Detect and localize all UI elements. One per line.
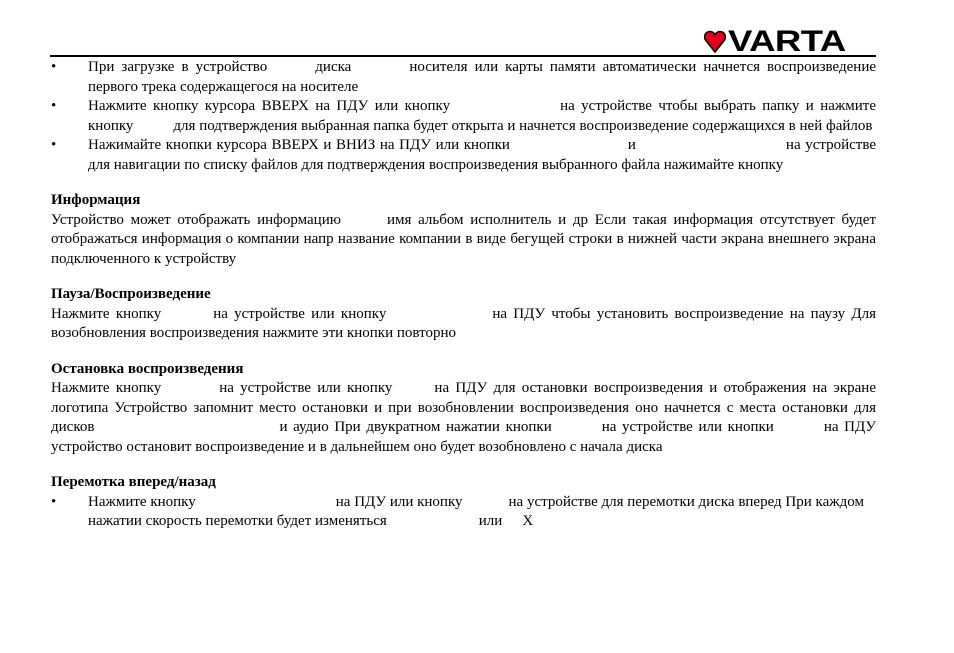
text-fragment: Нажимайте кнопки курсора ВВЕРХ и ВНИЗ на ПДУ или кнопки <box>88 137 510 153</box>
list-item <box>51 58 876 97</box>
text-fragment: При загрузке в устройство <box>88 59 268 75</box>
bullet-icon: • <box>51 59 57 75</box>
document-body <box>51 58 876 532</box>
section-text-info <box>51 211 876 270</box>
text-fragment: на устройстве или кнопки <box>601 419 774 435</box>
bullet-icon: • <box>51 98 57 114</box>
list-item <box>51 136 876 175</box>
text-fragment: на устройстве чтобы выбрать папку и нажмите кнопку <box>88 98 876 134</box>
text-fragment: X <box>522 513 534 529</box>
text-fragment: Нажмите кнопку <box>51 380 162 396</box>
section-heading-stop: Остановка воспроизведения <box>51 360 244 377</box>
list-item <box>51 97 876 136</box>
header-rule <box>50 55 876 57</box>
heart-icon <box>704 30 726 54</box>
bullet-icon: • <box>51 493 57 510</box>
text-fragment: на устройстве или кнопку <box>213 305 387 322</box>
text-fragment: носителя или карты памяти автоматически начнется воспроизведение первого трека содержащегося на носителе <box>88 59 877 95</box>
text-fragment: на ПДУ устройство остановит воспроизведение и в дальнейшем оно будет возобновлено с начала диска <box>51 419 876 455</box>
text-fragment: имя альбом исполнитель и др Если такая информация отсутствует будет отображаться информация о компании напр название компании в виде бегущей строки в нижней части экрана внешнего экрана подключенного к устройству <box>51 211 876 267</box>
text-fragment: Нажмите кнопку <box>88 493 196 510</box>
text-fragment: на устройстве для навигации по списку файлов для подтверждения воспроизведения выбранного файла нажимайте кнопку <box>88 137 876 173</box>
brand-wordmark: VARTA <box>728 25 846 58</box>
text-fragment: на устройстве или кнопку <box>219 380 393 396</box>
section-heading-pause: Пауза/Воспроизведение <box>51 286 211 302</box>
text-fragment: и аудио При двукратном нажатии кнопки <box>279 419 552 435</box>
text-fragment: на ПДУ для остановки воспроизведения и отображения на экране логотипа Устройство запомнит место остановки и при возобновлении воспроизведения оно начнется с места остановки для дисков <box>51 380 876 435</box>
section-text-pause <box>51 305 876 344</box>
text-fragment: на ПДУ чтобы установить воспроизведение на паузу Для возобновления воспроизведения нажмите эти кнопки повторно <box>51 305 876 341</box>
text-fragment: на устройстве для перемотки диска вперед При каждом нажатии скорость перемотки будет изменяться <box>88 493 864 529</box>
text-fragment: Нажмите кнопку курсора ВВЕРХ на ПДУ или кнопку <box>88 98 451 114</box>
text-fragment: для подтверждения выбранная папка будет открыта и начнется воспроизведение содержащихся в ней файлов <box>173 117 873 134</box>
text-fragment: и <box>627 137 636 153</box>
text-fragment: на ПДУ или кнопку <box>335 493 463 510</box>
text-fragment: или <box>478 513 503 529</box>
section-heading-info: Информация <box>51 192 141 208</box>
text-fragment: Устройство может отображать информацию <box>51 211 341 228</box>
section-text-stop <box>51 379 876 457</box>
section-heading-seek: Перемотка вперед/назад <box>51 474 216 490</box>
varta-logo <box>704 25 846 58</box>
text-fragment: Нажмите кнопку <box>51 305 162 322</box>
bullet-icon: • <box>51 137 57 153</box>
text-fragment: диска <box>315 59 352 75</box>
list-item <box>51 493 876 532</box>
